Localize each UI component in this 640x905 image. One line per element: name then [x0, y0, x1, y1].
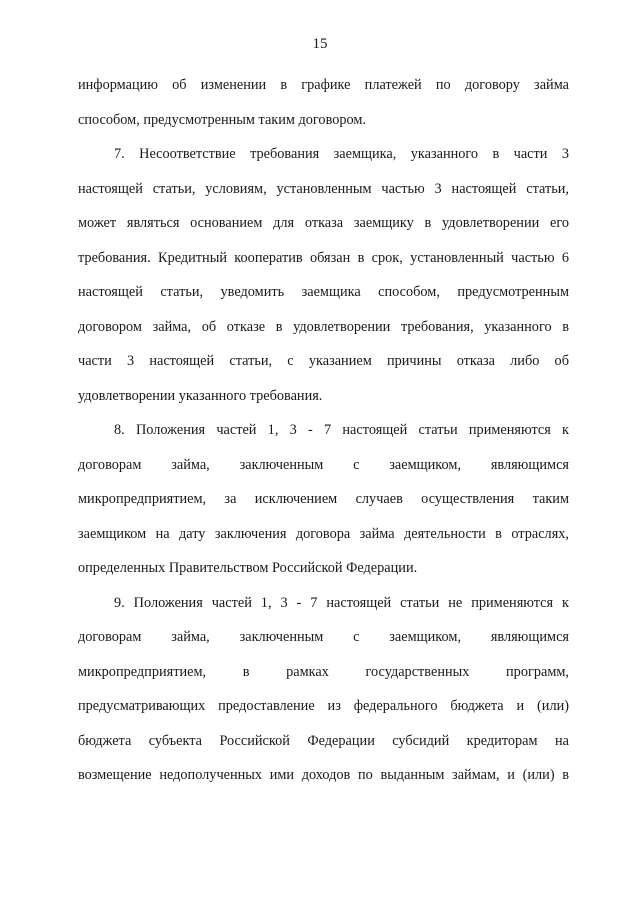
text-line: 8. Положения частей 1, 3 - 7 настоящей статьи применяются к [114, 422, 569, 438]
page-number: 15 [312, 36, 328, 52]
text-line: части 3 настоящей статьи, с указанием причины отказа либо об [78, 353, 569, 369]
text-line: бюджета субъекта Российской Федерации субсидий кредиторам на [78, 732, 569, 749]
paragraph-continuation [78, 68, 569, 137]
text-line: заемщиком на дату заключения договора займа деятельности в отраслях, [78, 525, 569, 542]
text-line: настоящей статьи, условиям, установленным частью 3 настоящей статьи, [78, 180, 569, 197]
text-line: требования. Кредитный кооператив обязан в срок, установленный частью 6 [78, 249, 569, 266]
text-line: способом, предусмотренным таким договором. [78, 111, 367, 128]
text-line: настоящей статьи, уведомить заемщика способом, предусмотренным [78, 284, 569, 300]
text-line: договором займа, об отказе в удовлетворении требования, указанного в [78, 318, 569, 335]
paragraph-item-9 [78, 586, 569, 793]
text-line: может являться основанием для отказа заемщику в удовлетворении его [78, 215, 569, 231]
document-body [78, 68, 569, 793]
paragraph-item-8 [78, 413, 569, 586]
text-line: определенных Правительством Российской Федерации. [78, 560, 418, 576]
text-line: договорам займа, заключенным с заемщиком, являющимся [78, 456, 569, 473]
text-line: микропредприятием, за исключением случаев осуществления таким [78, 491, 569, 507]
paragraph-item-7 [78, 137, 569, 413]
text-line: 9. Положения частей 1, 3 - 7 настоящей статьи не применяются к [114, 594, 569, 611]
text-line: информацию об изменении в графике платежей по договору займа [78, 77, 569, 93]
text-line: договорам займа, заключенным с заемщиком, являющимся [78, 629, 569, 645]
text-line: микропредприятием, в рамках государственных программ, [78, 663, 569, 680]
text-line: возмещение недополученных ими доходов по выданным займам, и (или) в [78, 767, 569, 783]
text-line: 7. Несоответствие требования заемщика, указанного в части 3 [114, 146, 569, 162]
text-line: удовлетворении указанного требования. [78, 387, 323, 404]
text-line: предусматривающих предоставление из федерального бюджета и (или) [78, 698, 569, 714]
